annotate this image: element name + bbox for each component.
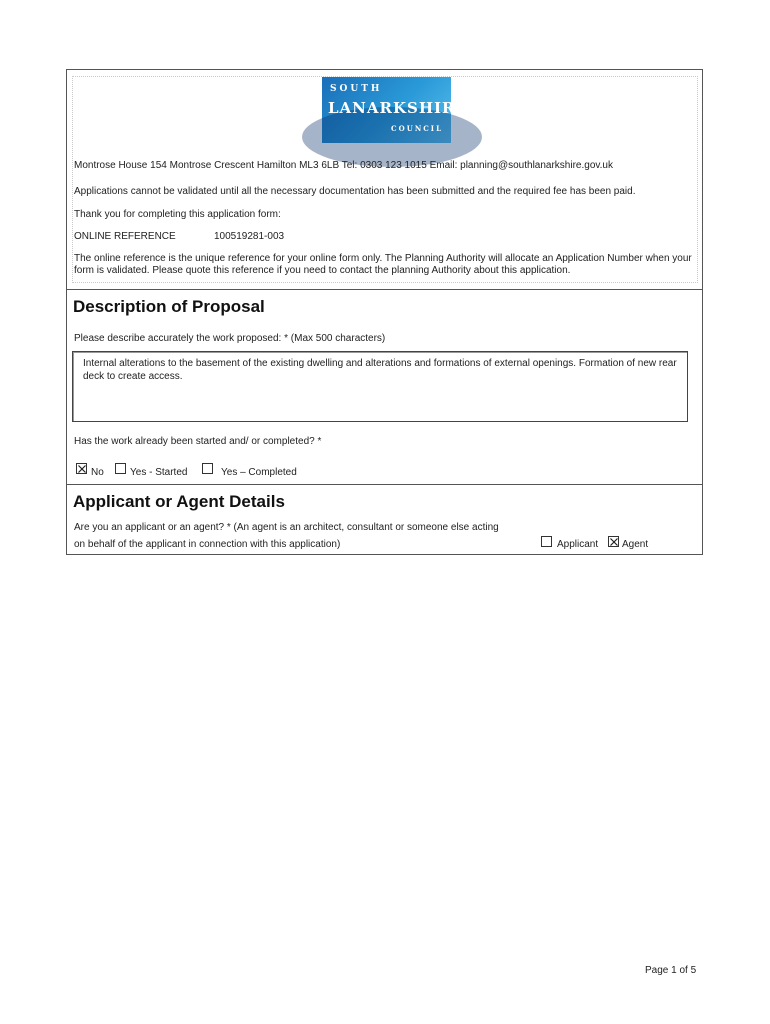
option-applicant-checkbox[interactable] xyxy=(541,536,552,547)
option-yes-started-label: Yes - Started xyxy=(130,467,188,478)
option-no-label: No xyxy=(91,467,104,478)
online-reference-value: 100519281-003 xyxy=(214,231,285,242)
applicant-question-line-1: Are you an applicant or an agent? * (An agent is an architect, consultant or someone else acting xyxy=(74,522,499,533)
proposal-description-field[interactable]: Internal alterations to the basement of the existing dwelling and alterations and formations of external openings. Formation of new rear deck to create access. xyxy=(72,351,688,422)
section-divider xyxy=(66,484,703,485)
proposal-prompt: Please describe accurately the work proposed: * (Max 500 characters) xyxy=(74,333,386,344)
option-agent-checkbox[interactable] xyxy=(608,536,619,547)
section-divider xyxy=(66,289,703,290)
proposal-heading: Description of Proposal xyxy=(73,297,265,316)
logo-line-2: LANARKSHIRE xyxy=(328,99,468,117)
applicant-question-line-2: on behalf of the applicant in connection with this application) xyxy=(74,539,341,550)
option-yes-completed-checkbox[interactable] xyxy=(202,463,213,474)
validation-note: Applications cannot be validated until all the necessary documentation has been submitted and the required fee has been paid. xyxy=(74,186,636,197)
checked-x-icon xyxy=(77,464,88,475)
option-applicant-label: Applicant xyxy=(557,539,599,550)
option-yes-completed-label: Yes – Completed xyxy=(221,467,297,478)
thank-you-text: Thank you for completing this application form: xyxy=(74,209,281,220)
work-started-question: Has the work already been started and/ or completed? * xyxy=(74,436,322,447)
option-no-checkbox[interactable] xyxy=(76,463,87,474)
option-yes-started-checkbox[interactable] xyxy=(115,463,126,474)
option-agent-label: Agent xyxy=(622,539,649,550)
checked-x-icon xyxy=(609,537,620,548)
contact-address: Montrose House 154 Montrose Crescent Hamilton ML3 6LB Tel: 0303 123 1015 Email: planning@southlanarkshire.gov.uk xyxy=(74,160,613,171)
page-number: Page 1 of 5 xyxy=(645,965,697,976)
online-reference-label: ONLINE REFERENCE xyxy=(74,231,176,242)
logo-line-1: SOUTH xyxy=(330,84,383,94)
reference-note: The online reference is the unique reference for your online form only. The Planning Authority will allocate an Application Number when your form is validated. Please quote this reference if you need to contact the planning Authority about this application. xyxy=(74,253,692,276)
applicant-heading: Applicant or Agent Details xyxy=(73,492,285,511)
council-logo xyxy=(322,77,468,143)
logo-line-3: COUNCIL xyxy=(391,124,443,133)
